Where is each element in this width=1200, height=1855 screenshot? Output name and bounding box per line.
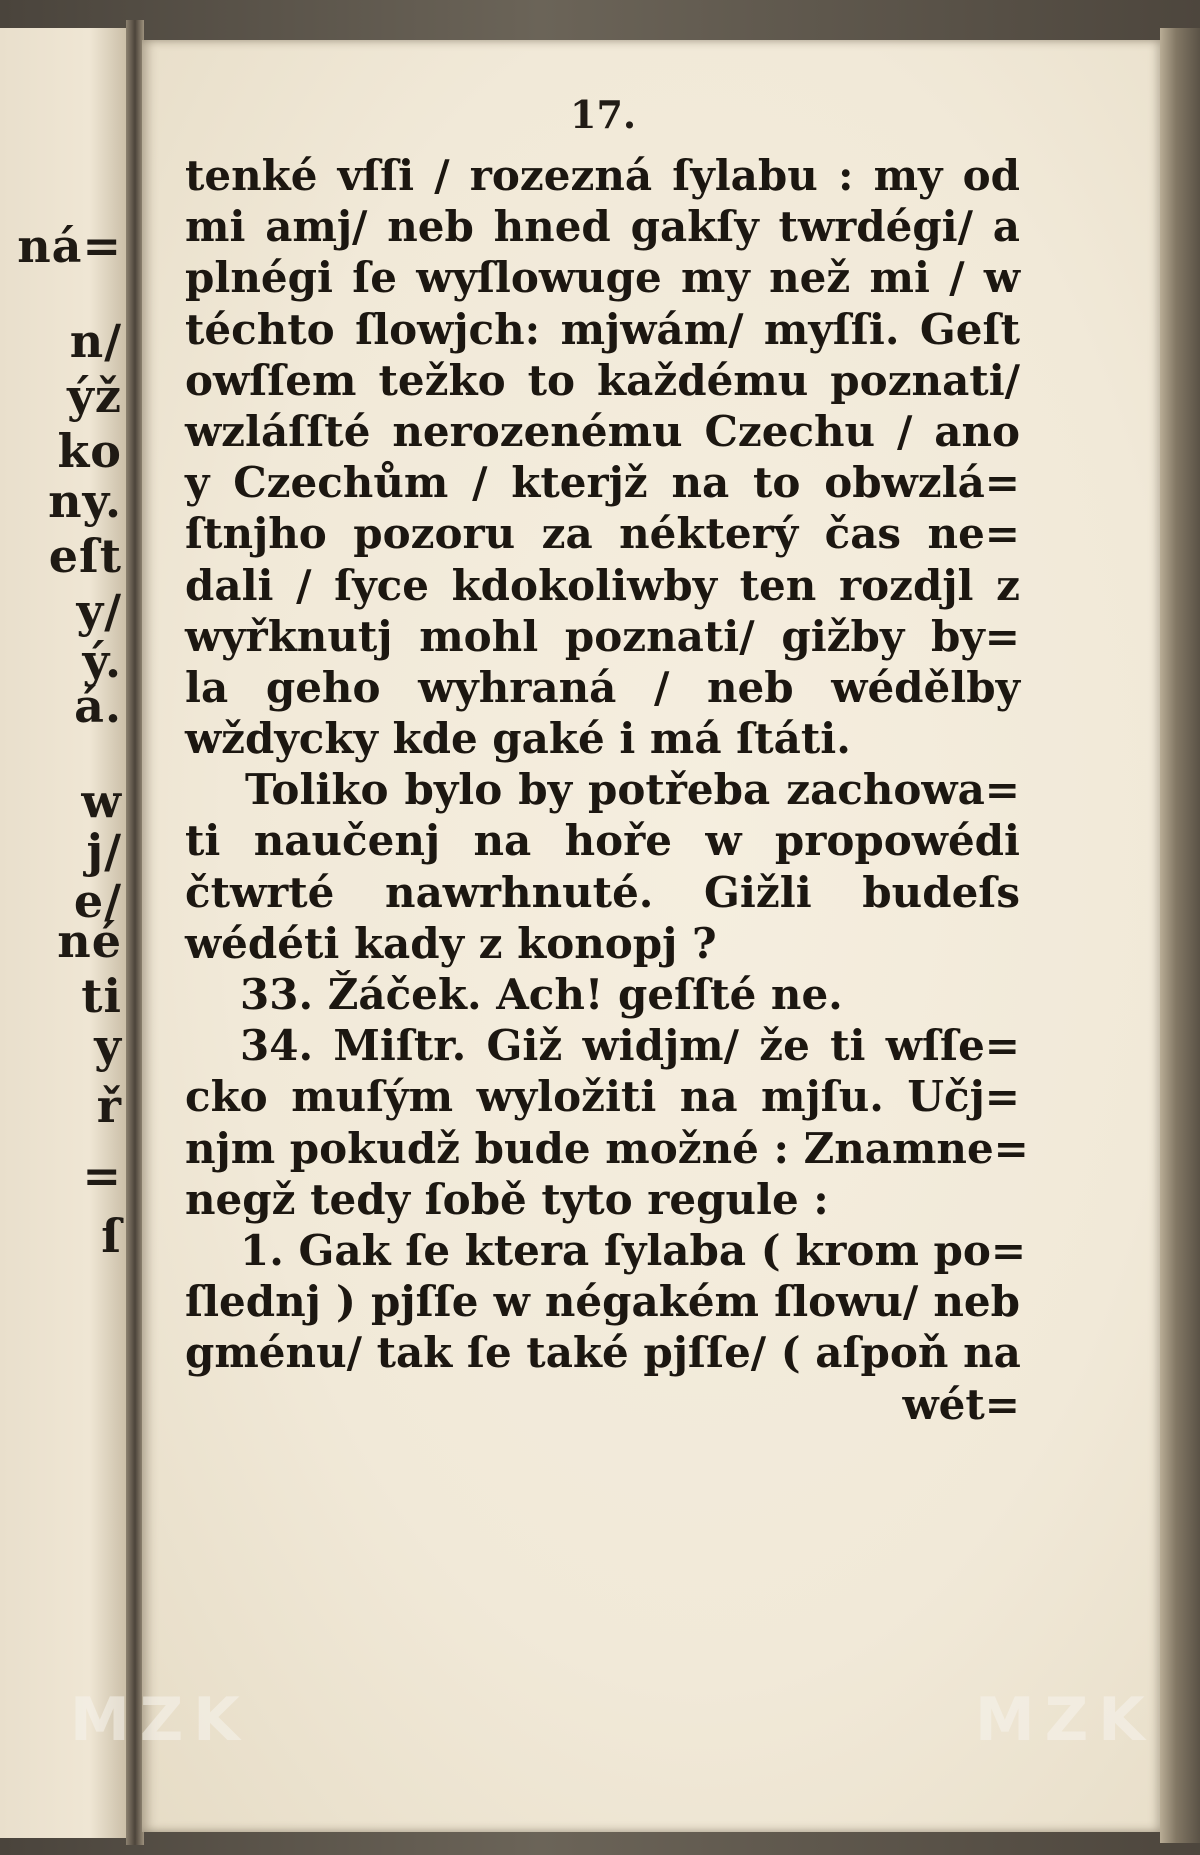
left-page-fragment: ny.	[48, 474, 122, 528]
text-line: téchto ſlowjch: mjwám/ myſſi. Geſt	[185, 304, 1020, 354]
left-page-fragment: né	[57, 914, 122, 968]
left-page-fragment: ſ	[101, 1209, 122, 1263]
text-line: 34. Miſtr. Giž widjm/ že ti wſſe=	[240, 1021, 1020, 1071]
page-number: 17.	[570, 92, 637, 137]
text-line: tenké vſſi / rozezná ſylabu : my od	[185, 151, 1020, 200]
left-page-fragment: =	[82, 1149, 122, 1203]
watermark: MZK	[70, 1685, 250, 1755]
text-line: y Czechům / kterjž na to obwzlá=	[185, 458, 1020, 508]
left-page-fragment: j/	[86, 824, 122, 878]
left-page-fragment: ko	[57, 424, 122, 478]
text-line: wyřknutj mohl poznati/ gižby by=	[185, 611, 1020, 661]
left-page-fragment: n/	[69, 314, 122, 368]
watermark: MZK	[975, 1685, 1155, 1755]
left-page-fragment: á.	[74, 679, 122, 733]
left-page-fragment: y/	[76, 584, 122, 638]
text-line: plnégi ſe wyſlowuge my než mi / w	[185, 253, 1020, 303]
text-line: njm pokudž bude možné : Znamne=	[185, 1123, 1029, 1173]
text-line: 33. Žáček. Ach! geſſté ne.	[240, 970, 843, 1019]
text-line: wédéti kady z konopj ?	[185, 918, 717, 968]
page-edge	[1160, 28, 1200, 1843]
text-line: wždycky kde gaké i má ſtáti.	[185, 714, 851, 764]
text-line: ti naučenj na hoře w propowédi	[185, 816, 1020, 866]
text-line: negž tedy ſobě tyto regule :	[185, 1174, 829, 1224]
text-line: la geho wyhraná / neb wédělby	[185, 662, 1020, 712]
left-page-fragment: ná=	[17, 219, 122, 273]
left-page-fragment: ř	[96, 1079, 122, 1133]
text-line: ſlednj ) pjſſe w négakém ſlowu/ neb	[185, 1277, 1020, 1327]
left-page-fragment: w	[81, 774, 122, 828]
left-page	[0, 28, 128, 1838]
text-line: cko muſým wyložiti na mjſu. Učj=	[185, 1072, 1020, 1122]
left-page-fragment: y	[94, 1019, 122, 1073]
text-line: wzláſſté nerozenému Czechu / ano	[185, 406, 1020, 456]
text-line: Toliko bylo by potřeba zachowa=	[245, 765, 1020, 815]
left-page-fragment: e/	[73, 874, 122, 928]
text-line: 1. Gak ſe ktera ſylaba ( krom po=	[240, 1225, 1027, 1275]
left-page-fragment: eſt	[48, 529, 122, 583]
catchword: wét=	[902, 1379, 1020, 1429]
text-line: dali / ſyce kdokoliwby ten rozdjl z	[185, 560, 1020, 610]
text-line: gménu/ tak ſe také pjſſe/ ( aſpoň na	[185, 1328, 1021, 1378]
text-line: owſſem težko to každému poznati/	[185, 355, 1020, 405]
text-line: čtwrté nawrhnuté. Gižli budeſs	[185, 867, 1020, 917]
body-text	[185, 150, 1029, 1430]
text-line: mi amj/ neb hned gakſy twrdégi/ a	[185, 202, 1020, 252]
left-page-fragment: ti	[81, 969, 122, 1023]
left-page-fragment: ýž	[67, 369, 122, 423]
left-page-fragment: ý.	[82, 634, 122, 688]
text-line: ſtnjho pozoru za nékterý čas ne=	[185, 509, 1020, 559]
